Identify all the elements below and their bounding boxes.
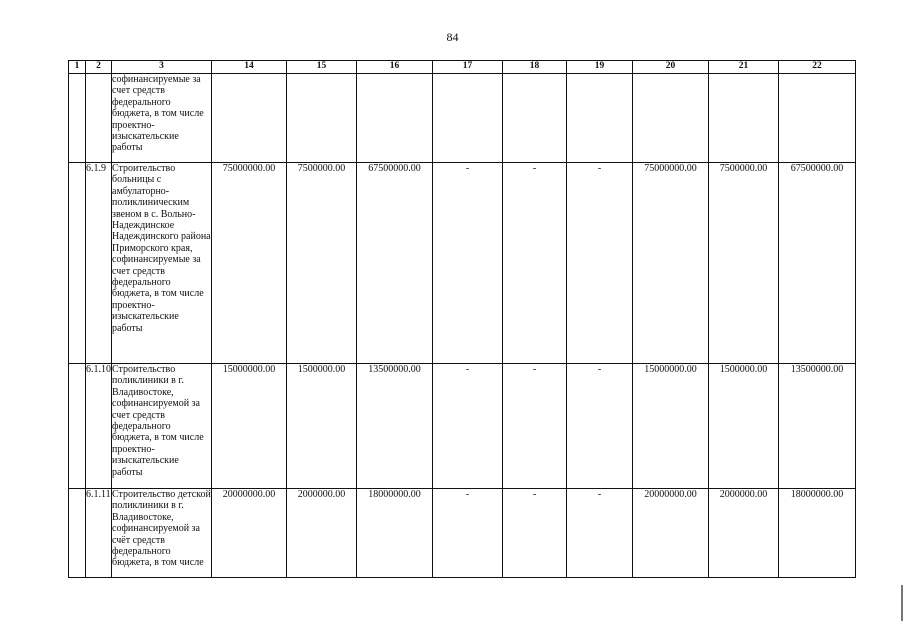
item-description: софинансируемые за счет средств федерального бюджета, в том числе проектно-изыскательские работы: [112, 74, 212, 163]
value-col-14: [212, 74, 287, 163]
value-col-20: 15000000.00: [633, 364, 709, 489]
header-col-1: 1: [69, 61, 86, 74]
header-col-21: 21: [709, 61, 779, 74]
value-col-14: 20000000.00: [212, 489, 287, 578]
item-number: [86, 74, 112, 163]
header-col-17: 17: [433, 61, 503, 74]
item-description: Строительство больницы с амбулаторно-поликлиническим звеном в с. Вольно-Надеждинское Надеждинского района Приморского края, софинансируемые за счет средств федерального бюджета, в том числе проектно-изыскательские работы: [112, 163, 212, 364]
item-number: 6.1.11: [86, 489, 112, 578]
value-col-19: -: [567, 163, 633, 364]
value-col-18: -: [503, 489, 567, 578]
value-col-16: [357, 74, 433, 163]
scan-edge-mark: [901, 585, 903, 621]
table-row: [69, 74, 856, 163]
value-col-18: -: [503, 364, 567, 489]
header-col-19: 19: [567, 61, 633, 74]
value-col-21: 1500000.00: [709, 364, 779, 489]
value-col-16: 67500000.00: [357, 163, 433, 364]
table-row: [69, 489, 856, 578]
item-description: Строительство детской поликлиники в г. Владивостоке, софинансируемой за счёт средств федерального бюджета, в том числе: [112, 489, 212, 578]
empty-cell: [69, 489, 86, 578]
value-col-22: [779, 74, 856, 163]
value-col-15: 1500000.00: [287, 364, 357, 489]
header-col-18: 18: [503, 61, 567, 74]
budget-table: [68, 60, 856, 578]
value-col-21: [709, 74, 779, 163]
item-number: 6.1.9: [86, 163, 112, 364]
header-col-15: 15: [287, 61, 357, 74]
value-col-22: 67500000.00: [779, 163, 856, 364]
value-col-17: [433, 74, 503, 163]
value-col-21: 7500000.00: [709, 163, 779, 364]
table-row: [69, 364, 856, 489]
table-row: [69, 163, 856, 364]
value-col-20: 75000000.00: [633, 163, 709, 364]
value-col-17: -: [433, 364, 503, 489]
value-col-22: 18000000.00: [779, 489, 856, 578]
item-number: 6.1.10: [86, 364, 112, 489]
header-col-14: 14: [212, 61, 287, 74]
header-col-16: 16: [357, 61, 433, 74]
value-col-15: 7500000.00: [287, 163, 357, 364]
value-col-16: 18000000.00: [357, 489, 433, 578]
page-number: 84: [446, 30, 459, 44]
value-col-14: 75000000.00: [212, 163, 287, 364]
empty-cell: [69, 74, 86, 163]
value-col-20: 20000000.00: [633, 489, 709, 578]
value-col-19: -: [567, 364, 633, 489]
header-row: [69, 61, 856, 74]
value-col-22: 13500000.00: [779, 364, 856, 489]
value-col-21: 2000000.00: [709, 489, 779, 578]
value-col-15: [287, 74, 357, 163]
value-col-17: -: [433, 163, 503, 364]
value-col-19: [567, 74, 633, 163]
value-col-14: 15000000.00: [212, 364, 287, 489]
empty-cell: [69, 163, 86, 364]
header-col-20: 20: [633, 61, 709, 74]
empty-cell: [69, 364, 86, 489]
value-col-18: -: [503, 163, 567, 364]
value-col-20: [633, 74, 709, 163]
value-col-15: 2000000.00: [287, 489, 357, 578]
value-col-17: -: [433, 489, 503, 578]
header-col-2: 2: [86, 61, 112, 74]
header-col-22: 22: [779, 61, 856, 74]
header-col-3: 3: [112, 61, 212, 74]
value-col-18: [503, 74, 567, 163]
item-description: Строительство поликлиники в г. Владивостоке, софинансируемой за счет средств федерального бюджета, в том числе проектно-изыскательские работы: [112, 364, 212, 489]
value-col-16: 13500000.00: [357, 364, 433, 489]
value-col-19: -: [567, 489, 633, 578]
